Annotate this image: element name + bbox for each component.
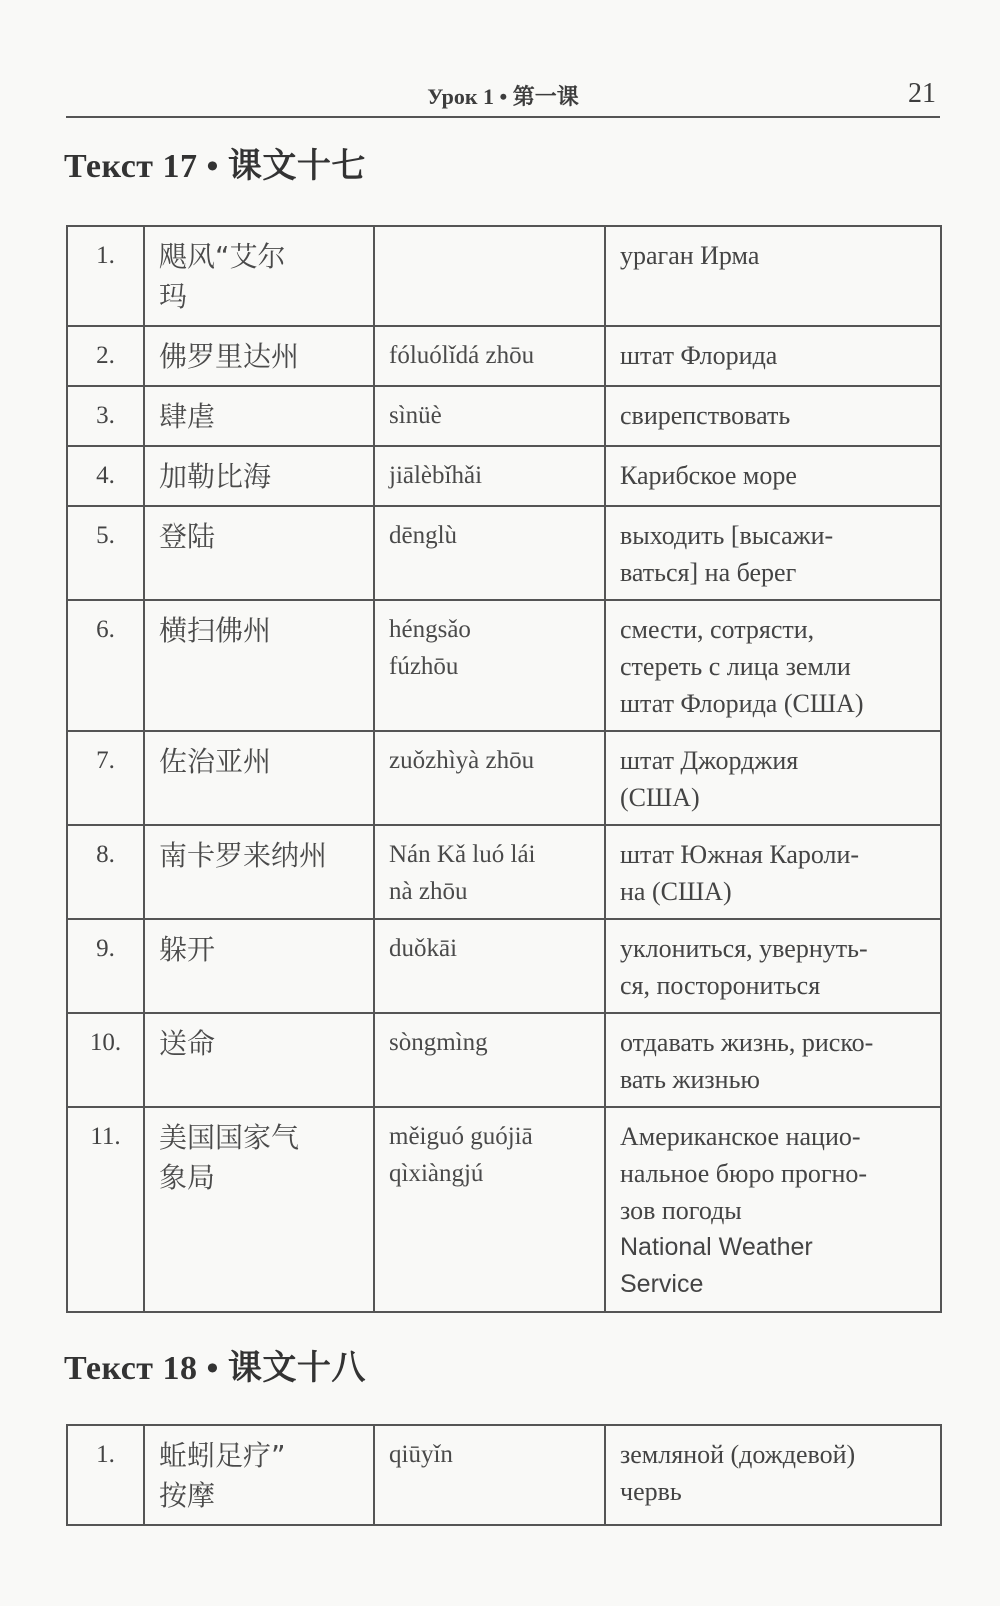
row-number: 5. <box>67 506 144 600</box>
pinyin-reading <box>374 326 605 386</box>
row-number: 1. <box>67 226 144 326</box>
pinyin-reading-line: sìnüè <box>389 402 442 429</box>
russian-translation <box>605 919 941 1013</box>
russian-translation-line: зов погоды <box>620 1196 742 1225</box>
row-number: 2. <box>67 326 144 386</box>
russian-translation-line: штат Флорида <box>620 341 778 370</box>
hanzi-term <box>144 1013 374 1107</box>
row-number: 11. <box>67 1107 144 1312</box>
vocab-table-text-17 <box>66 225 942 1313</box>
table-row <box>67 226 941 326</box>
table-row <box>67 731 941 825</box>
russian-translation-line: земляной (дождевой) <box>620 1440 856 1469</box>
russian-translation-line: ваться] на берег <box>620 558 797 587</box>
russian-translation-line: ураган Ирма <box>620 241 760 270</box>
russian-translation-line: Карибское море <box>620 461 797 490</box>
hanzi-term-line: 按摩 <box>159 1479 216 1512</box>
pinyin-reading-line: měiguó guójiā <box>389 1123 533 1150</box>
table-row <box>67 446 941 506</box>
russian-translation-line: Service <box>620 1270 704 1298</box>
row-number: 8. <box>67 825 144 919</box>
russian-translation-line: National Weather <box>620 1233 813 1261</box>
russian-translation-line: червь <box>620 1477 682 1506</box>
russian-translation <box>605 1107 941 1312</box>
hanzi-term <box>144 1425 374 1525</box>
pinyin-reading-line: qìxiàngjú <box>389 1160 484 1187</box>
hanzi-term-line: 登陆 <box>159 520 216 553</box>
pinyin-reading-line: qiūyǐn <box>389 1441 453 1468</box>
russian-translation-line: штат Флорида (США) <box>620 689 864 718</box>
hanzi-term <box>144 1107 374 1312</box>
russian-translation <box>605 506 941 600</box>
pinyin-reading-line: jiālèbǐhǎi <box>389 462 483 489</box>
pinyin-reading <box>374 226 605 326</box>
russian-translation-line: отдавать жизнь, риско- <box>620 1028 874 1057</box>
hanzi-term-line: 南卡罗来纳州 <box>159 839 328 872</box>
hanzi-term-line: 玛 <box>159 280 188 313</box>
row-number: 10. <box>67 1013 144 1107</box>
russian-translation-line: (США) <box>620 783 700 812</box>
pinyin-reading-line: fúzhōu <box>389 653 459 680</box>
hanzi-term <box>144 731 374 825</box>
russian-translation-line: нальное бюро прогно- <box>620 1159 868 1188</box>
hanzi-term-line: 送命 <box>159 1027 216 1060</box>
hanzi-term <box>144 506 374 600</box>
russian-translation-line: на (США) <box>620 877 732 906</box>
hanzi-term-line: 肆虐 <box>159 400 216 433</box>
russian-translation-line: смести, сотрясти, <box>620 615 815 644</box>
hanzi-term <box>144 600 374 731</box>
table-row <box>67 386 941 446</box>
row-number: 3. <box>67 386 144 446</box>
russian-translation-line: вать жизнью <box>620 1065 760 1094</box>
table-row <box>67 1013 941 1107</box>
pinyin-reading <box>374 386 605 446</box>
row-number: 9. <box>67 919 144 1013</box>
hanzi-term-line: 飓风“艾尔 <box>159 240 286 273</box>
row-number: 7. <box>67 731 144 825</box>
russian-translation-line: уклониться, увернуть- <box>620 934 868 963</box>
russian-translation <box>605 600 941 731</box>
table-row <box>67 1425 941 1525</box>
hanzi-term <box>144 919 374 1013</box>
russian-translation <box>605 226 941 326</box>
russian-translation <box>605 1425 941 1525</box>
hanzi-term-line: 加勒比海 <box>159 460 272 493</box>
vocab-table-text-18 <box>66 1424 942 1526</box>
pinyin-reading-line: fóluólǐdá zhōu <box>389 342 535 369</box>
pinyin-reading <box>374 506 605 600</box>
pinyin-reading <box>374 446 605 506</box>
pinyin-reading-line: dēnglù <box>389 522 458 549</box>
russian-translation-line: ся, посторониться <box>620 971 821 1000</box>
pinyin-reading <box>374 600 605 731</box>
table-row <box>67 506 941 600</box>
pinyin-reading-line: héngsǎo <box>389 616 471 643</box>
pinyin-reading-line: sòngmìng <box>389 1029 488 1056</box>
section-title-text-17: Текст 17 • 课文十七 <box>64 148 366 185</box>
pinyin-reading <box>374 1013 605 1107</box>
pinyin-reading-line: zuǒzhìyà zhōu <box>389 747 535 774</box>
section-title-text-18: Текст 18 • 课文十八 <box>64 1350 366 1387</box>
hanzi-term <box>144 825 374 919</box>
hanzi-term-line: 佛罗里达州 <box>159 340 300 373</box>
hanzi-term-line: 象局 <box>159 1161 216 1194</box>
hanzi-term-line: 横扫佛州 <box>159 614 272 647</box>
hanzi-term <box>144 326 374 386</box>
pinyin-reading <box>374 1107 605 1312</box>
page-header <box>66 78 940 118</box>
pinyin-reading-line: nà zhōu <box>389 878 468 905</box>
russian-translation <box>605 1013 941 1107</box>
pinyin-reading-line: Nán Kǎ luó lái <box>389 841 536 868</box>
pinyin-reading-line: duǒkāi <box>389 935 458 962</box>
russian-translation <box>605 731 941 825</box>
hanzi-term <box>144 386 374 446</box>
russian-translation <box>605 326 941 386</box>
russian-translation-line: стереть с лица земли <box>620 652 851 681</box>
russian-translation <box>605 386 941 446</box>
table-row <box>67 825 941 919</box>
russian-translation-line: свирепствовать <box>620 401 791 430</box>
pinyin-reading <box>374 825 605 919</box>
table-row <box>67 600 941 731</box>
pinyin-reading <box>374 731 605 825</box>
row-number: 1. <box>67 1425 144 1525</box>
hanzi-term-line: 躲开 <box>159 933 216 966</box>
hanzi-term <box>144 446 374 506</box>
page-number: 21 <box>908 78 936 109</box>
running-head: Урок 1 • 第一课 <box>427 84 579 109</box>
row-number: 6. <box>67 600 144 731</box>
hanzi-term-line: 佐治亚州 <box>159 745 272 778</box>
russian-translation-line: штат Южная Кароли- <box>620 840 860 869</box>
russian-translation-line: штат Джорджия <box>620 746 799 775</box>
table-row <box>67 1107 941 1312</box>
hanzi-term-line: 美国国家气 <box>159 1121 300 1154</box>
hanzi-term-line: 蚯蚓足疗” <box>159 1439 286 1472</box>
russian-translation-line: выходить [высажи- <box>620 521 834 550</box>
hanzi-term <box>144 226 374 326</box>
table-row <box>67 326 941 386</box>
row-number: 4. <box>67 446 144 506</box>
russian-translation-line: Американское нацио- <box>620 1122 861 1151</box>
russian-translation <box>605 446 941 506</box>
pinyin-reading <box>374 919 605 1013</box>
russian-translation <box>605 825 941 919</box>
table-row <box>67 919 941 1013</box>
pinyin-reading <box>374 1425 605 1525</box>
